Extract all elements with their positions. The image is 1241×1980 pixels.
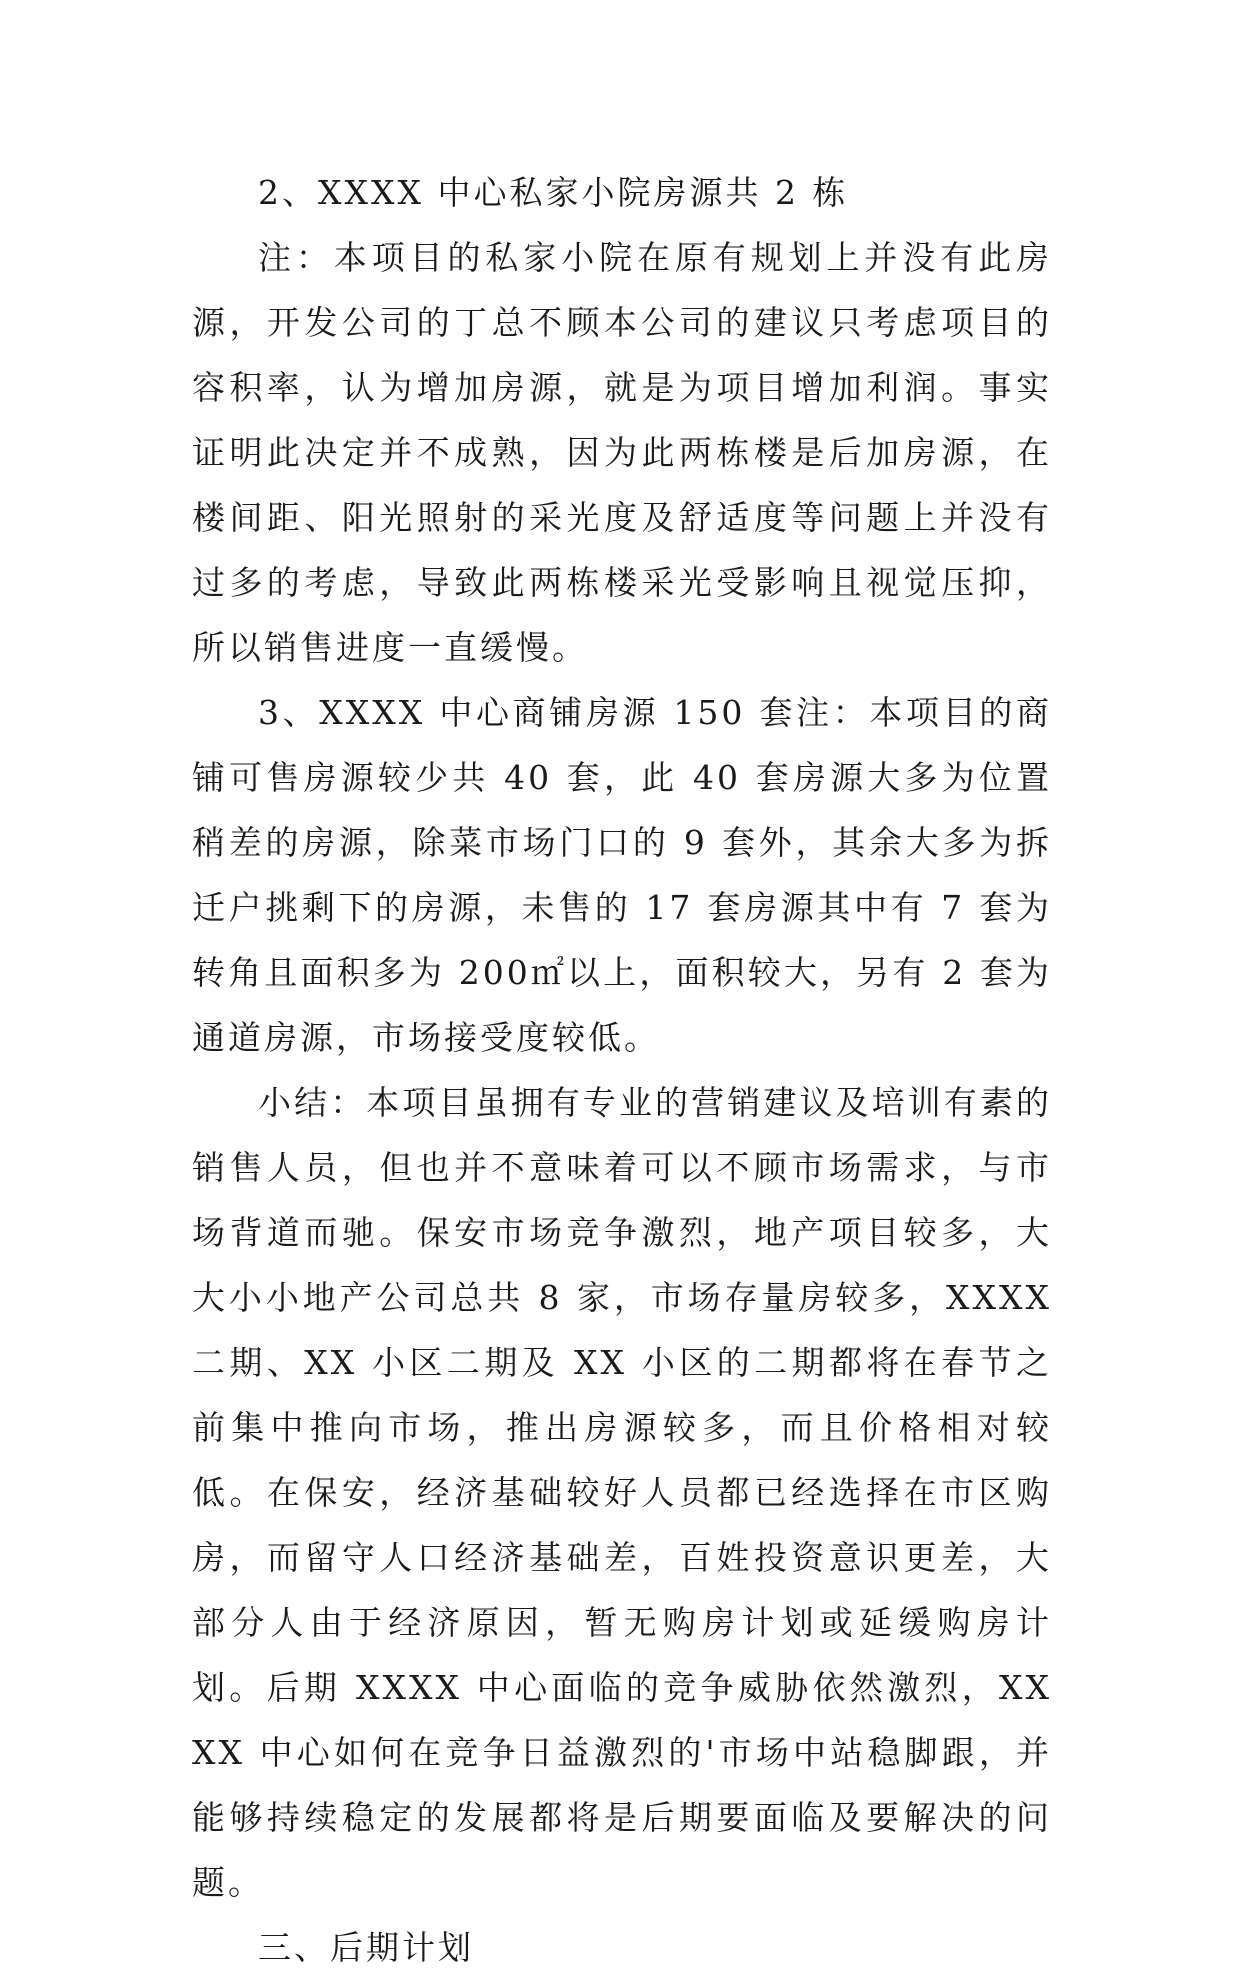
document-body [192, 160, 1052, 1980]
paragraph-heading-courtyard-houses: 2、XXXX 中心私家小院房源共 2 栋 [258, 173, 849, 212]
paragraph-courtyard-note: 注：本项目的私家小院在原有规划上并没有此房源，开发公司的丁总不顾本公司的建议只考虑项目的容积率，认为增加房源，就是为项目增加利润。事实证明此决定并不成熟，因为此两栋楼是后加房源，在楼间距、阳光照射的采光度及舒适度等问题上并没有过多的考虑，导致此两栋楼采光受影响且视觉压抑，所以销售进度一直缓慢。 [192, 238, 1052, 667]
paragraph-shop-houses: 3、XXXX 中心商铺房源 150 套注：本项目的商铺可售房源较少共 40 套，此 40 套房源大多为位置稍差的房源，除菜市场门口的 9 套外，其余大多为拆迁户挑剩下的房源，未售的 17 套房源其中有 7 套为转角且面积多为 200㎡以上，面积较大，另有 2 套为通道房源，市场接受度较低。 [192, 693, 1052, 1057]
section-heading-later-plan: 三、后期计划 [258, 1928, 474, 1967]
paragraph-summary: 小结：本项目虽拥有专业的营销建议及培训有素的销售人员，但也并不意味着可以不顾市场需求，与市场背道而驰。保安市场竞争激烈，地产项目较多，大大小小地产公司总共 8 家，市场存量房较多，XXXX 二期、XX 小区二期及 XX 小区的二期都将在春节之前集中推向市场，推出房源较多，而且价格相对较低。在保安，经济基础较好人员都已经选择在市区购房，而留守人口经济基础差，百姓投资意识更差，大部分人由于经济原因，暂无购房计划或延缓购房计划。后期 XXXX 中心面临的竞争威胁依然激烈，XXXX 中心如何在竞争日益激烈的'市场中站稳脚跟，并能够持续稳定的发展都将是后期要面临及要解决的问题。 [192, 1083, 1052, 1902]
